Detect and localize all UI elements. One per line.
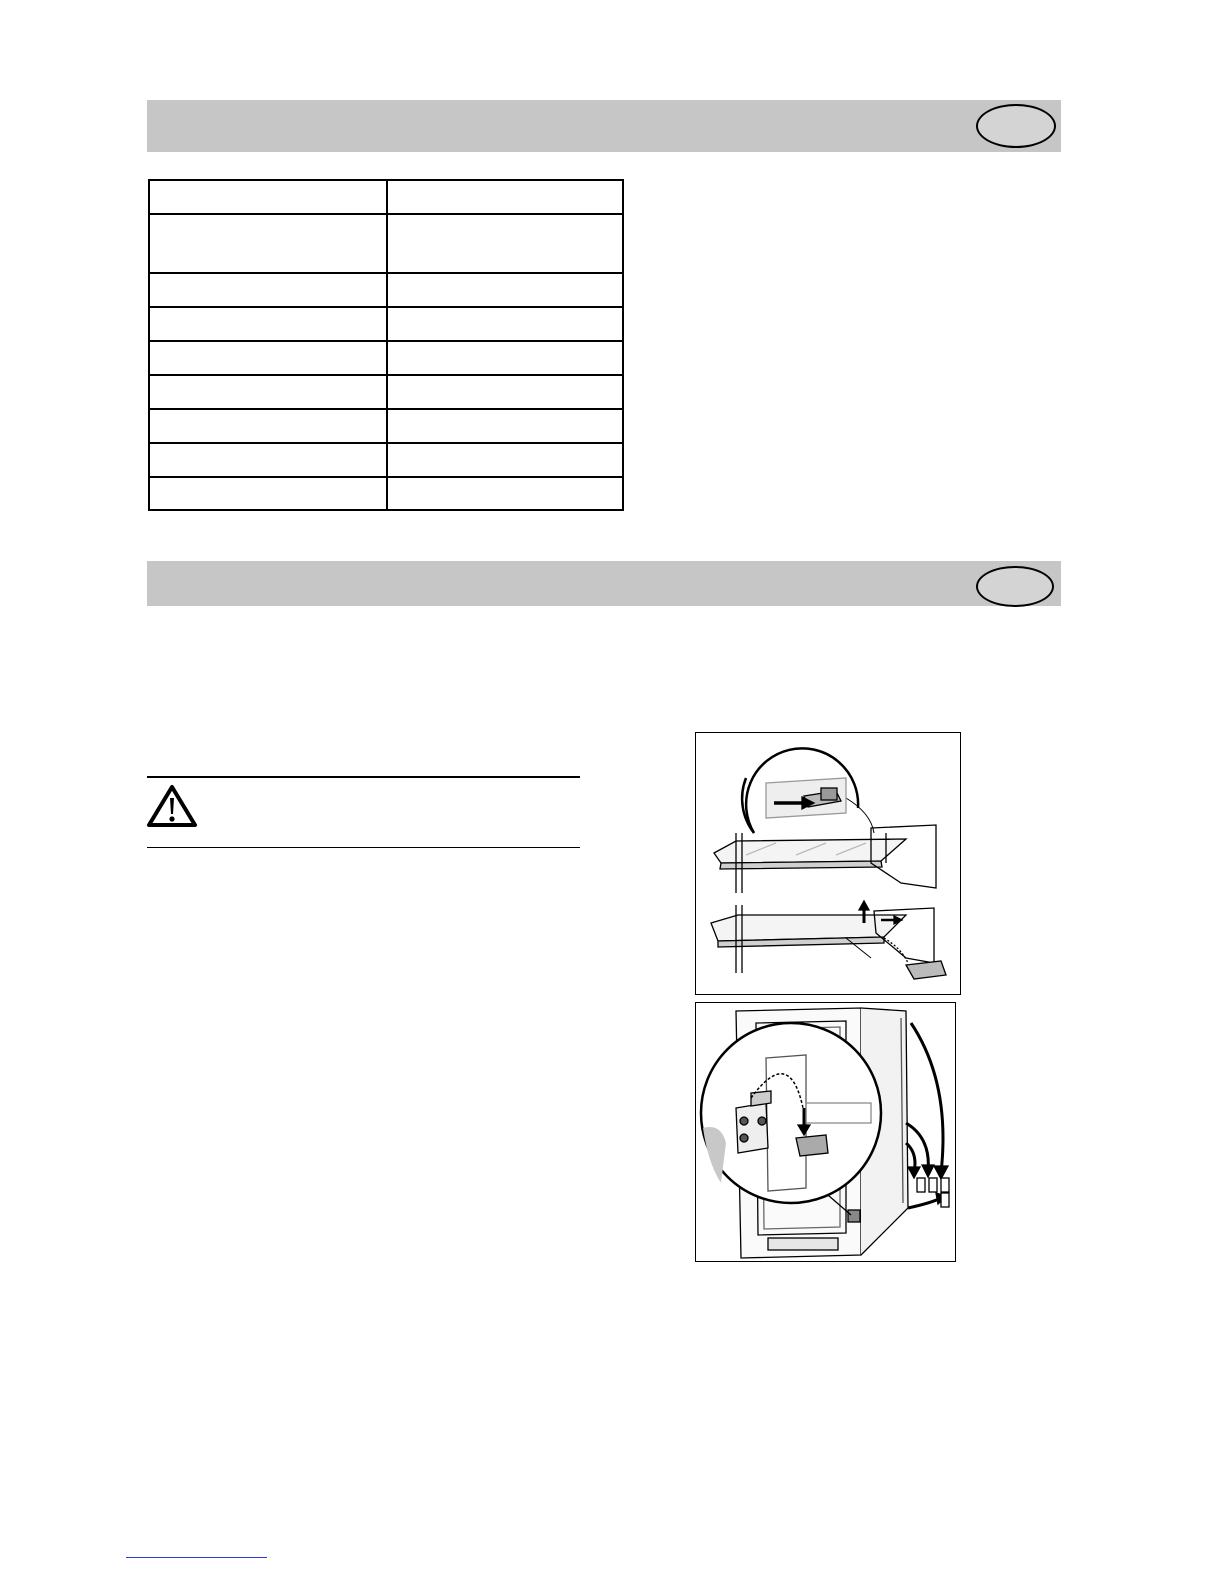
table-cell [387, 443, 623, 477]
shelf-removal-illustration [695, 732, 961, 995]
section-header-band-1 [147, 100, 1061, 152]
table-cell [149, 477, 387, 510]
warning-top-rule [147, 776, 580, 778]
table-cell [149, 443, 387, 477]
table-cell [149, 307, 387, 341]
table-cell [387, 273, 623, 307]
table-row [149, 409, 623, 443]
table-cell [387, 409, 623, 443]
table-cell [149, 409, 387, 443]
section-badge-2 [976, 566, 1054, 607]
table-cell [149, 180, 387, 214]
table-row [149, 180, 623, 214]
table-cell [387, 477, 623, 510]
table-row [149, 307, 623, 341]
table-cell [149, 273, 387, 307]
section-badge-1 [976, 104, 1056, 148]
specification-table [148, 179, 624, 511]
table-cell [387, 307, 623, 341]
warning-triangle-icon [146, 784, 198, 828]
table-cell [387, 375, 623, 409]
table-cell [149, 341, 387, 375]
table-cell [387, 214, 623, 273]
table-cell [387, 341, 623, 375]
table-row [149, 214, 623, 273]
footer-link-rule [126, 1557, 267, 1558]
table-cell [149, 214, 387, 273]
table-row [149, 375, 623, 409]
table-cell [149, 375, 387, 409]
table-row [149, 341, 623, 375]
table-cell [387, 180, 623, 214]
table-row [149, 477, 623, 510]
section-header-band-2 [147, 561, 1061, 606]
door-reversal-illustration [695, 1002, 956, 1262]
table-row [149, 443, 623, 477]
table-row [149, 273, 623, 307]
warning-bottom-rule [147, 847, 580, 848]
